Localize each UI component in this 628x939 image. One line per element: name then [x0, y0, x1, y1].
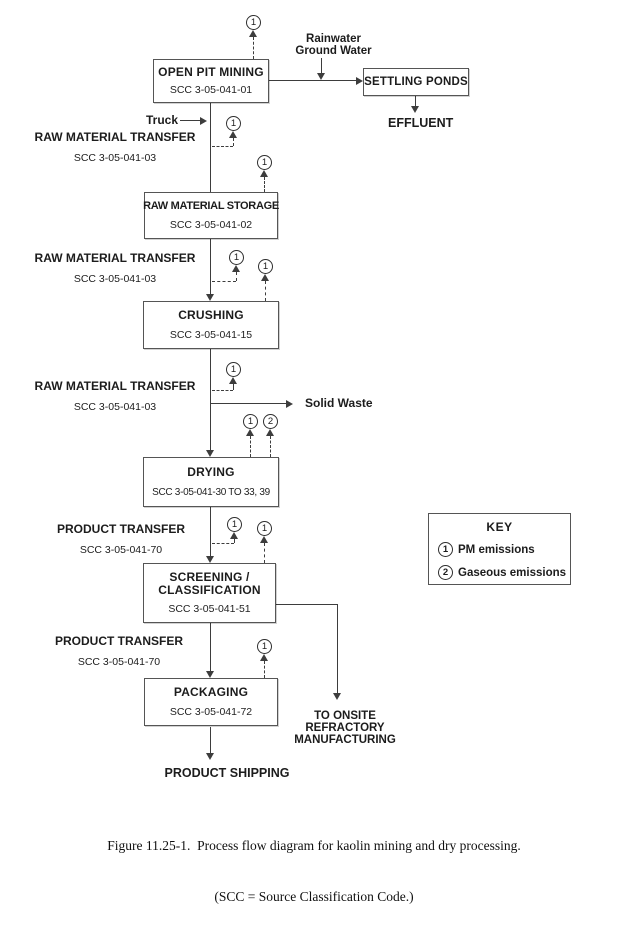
process-box-crushing [143, 301, 279, 349]
transfer-title: RAW MATERIAL TRANSFER [34, 251, 196, 265]
box-scc: SCC 3-05-041-30 TO 33, 39 [152, 487, 270, 498]
key-title: KEY [486, 520, 513, 534]
emission-circle-transfer3-pm: 1 [226, 362, 241, 377]
truck-label: Truck [146, 113, 179, 127]
arrowhead-into-crushing [206, 294, 214, 301]
dashed-line-emission-drying-gas [270, 436, 271, 457]
arrowhead-emission-storage [260, 170, 268, 177]
transfer-scc: SCC 3-05-041-70 [79, 544, 163, 556]
flow-line-crushing-to-drying [210, 349, 211, 450]
key-label-gaseous: Gaseous emissions [458, 566, 567, 579]
process-box-drying [143, 457, 279, 507]
process-box-settling-ponds [363, 68, 469, 96]
dashed-line-transfer1-h [212, 146, 233, 147]
transfer-title: RAW MATERIAL TRANSFER [34, 130, 196, 144]
process-box-open-pit-mining [153, 59, 269, 103]
process-box-screening-classification [143, 563, 276, 623]
figure-caption [0, 803, 628, 939]
emission-circle-transfer2-pm: 1 [229, 250, 244, 265]
box-scc: SCC 3-05-041-02 [169, 219, 253, 232]
process-box-packaging [144, 678, 278, 726]
to-onsite-line3: MANUFACTURING [294, 734, 396, 746]
dashed-line-transfer3-h [212, 390, 233, 391]
arrowhead-into-settling-ponds [356, 77, 363, 85]
arrowhead-emission-drying-pm [246, 429, 254, 436]
key-entry-gaseous [438, 565, 570, 580]
dashed-line-transfer2-h [212, 281, 236, 282]
emission-circle-ptransfer1-pm: 1 [227, 517, 242, 532]
arrowhead-emission-screening [260, 536, 268, 543]
arrowhead-into-packaging [206, 671, 214, 678]
key-circle-pm: 1 [438, 542, 453, 557]
dashed-line-emission-screening [264, 543, 265, 563]
box-title-line1: SCREENING / [169, 569, 250, 584]
box-title: RAW MATERIAL STORAGE [143, 199, 279, 212]
product-shipping-label: PRODUCT SHIPPING [164, 766, 290, 780]
box-scc: SCC 3-05-041-72 [169, 706, 253, 718]
dashed-line-transfer3-v [233, 384, 234, 390]
to-onsite-line1: TO ONSITE [314, 710, 376, 722]
box-title: DRYING [187, 465, 235, 479]
flow-line-drying-to-screening [210, 507, 211, 556]
dashed-line-transfer1-v [233, 138, 234, 146]
box-scc: SCC 3-05-041-15 [169, 329, 253, 341]
to-onsite-refractory-label [289, 710, 401, 746]
dashed-line-transfer2-v [236, 272, 237, 281]
key-entry-pm [438, 542, 570, 557]
box-title: OPEN PIT MINING [158, 64, 264, 79]
emission-circle-drying-pm: 1 [243, 414, 258, 429]
box-title-line2: CLASSIFICATION [158, 582, 261, 597]
flow-line-openpit-to-settling-ponds [269, 80, 356, 81]
emission-circle-storage-pm: 1 [257, 155, 272, 170]
transfer-title: RAW MATERIAL TRANSFER [34, 379, 196, 393]
to-onsite-line2: REFRACTORY [305, 722, 385, 734]
flow-line-storage-to-crushing [210, 239, 211, 294]
process-box-raw-material-storage [144, 192, 278, 239]
emission-circle-openpit-pm: 1 [246, 15, 261, 30]
key-circle-gaseous: 2 [438, 565, 453, 580]
flow-line-openpit-to-storage [210, 103, 211, 192]
transfer-title: PRODUCT TRANSFER [57, 522, 185, 536]
arrowhead-to-product-shipping [206, 753, 214, 760]
emission-circle-screening-pm: 1 [257, 521, 272, 536]
flow-line-screening-to-packaging [210, 623, 211, 671]
arrowhead-emission-openpit [249, 30, 257, 37]
figure-caption-line1: Figure 11.25-1. Process flow diagram for kaolin mining and dry processing. [107, 838, 521, 853]
rainwater-line2: Ground Water [295, 45, 372, 57]
arrowhead-emission-transfer1 [229, 131, 237, 138]
transfer-scc: SCC 3-05-041-03 [73, 152, 157, 164]
arrowhead-emission-transfer2 [232, 265, 240, 272]
arrowhead-emission-crushing [261, 274, 269, 281]
emission-circle-transfer1-pm: 1 [226, 116, 241, 131]
box-scc: SCC 3-05-041-01 [169, 84, 253, 97]
arrowhead-into-drying [206, 450, 214, 457]
emission-circle-drying-gas: 2 [263, 414, 278, 429]
transfer-scc: SCC 3-05-041-03 [73, 401, 157, 413]
dashed-line-ptransfer1-h [212, 543, 234, 544]
arrowhead-to-refractory [333, 693, 341, 700]
emission-circle-packaging-pm: 1 [257, 639, 272, 654]
rainwater-groundwater-label [286, 33, 381, 57]
dashed-line-emission-storage [264, 177, 265, 192]
arrowhead-emission-ptransfer1 [230, 532, 238, 539]
box-title: SETTLING PONDS [364, 75, 468, 88]
arrowhead-emission-packaging [260, 654, 268, 661]
emission-circle-crushing-pm: 1 [258, 259, 273, 274]
raw-material-transfer-label-1 [29, 131, 201, 164]
flow-line-solid-waste [211, 403, 286, 404]
solid-waste-label: Solid Waste [305, 396, 373, 410]
box-scc: SCC 3-05-041-51 [168, 603, 251, 616]
raw-material-transfer-label-2 [29, 252, 201, 285]
arrowhead-emission-transfer3 [229, 377, 237, 384]
dashed-line-emission-crushing [265, 281, 266, 301]
raw-material-transfer-label-3 [29, 380, 201, 413]
dashed-line-emission-packaging [264, 661, 265, 678]
flow-line-packaging-to-shipping [210, 727, 211, 753]
arrowhead-solid-waste [286, 400, 293, 408]
flow-line-settling-to-effluent [415, 96, 416, 106]
box-title: CRUSHING [178, 308, 244, 322]
arrowhead-truck [200, 117, 207, 125]
flow-line-rainwater [321, 58, 322, 73]
effluent-label: EFFLUENT [388, 116, 454, 130]
dashed-line-emission-openpit [253, 37, 254, 59]
flow-line-screening-branch-h [276, 604, 338, 605]
transfer-scc: SCC 3-05-041-03 [73, 273, 157, 285]
flow-line-truck [180, 120, 200, 121]
box-title: PACKAGING [173, 685, 249, 699]
product-transfer-label-1 [54, 523, 188, 556]
box-title [158, 571, 261, 597]
arrowhead-to-effluent [411, 106, 419, 113]
key-label-pm: PM emissions [458, 543, 535, 556]
flow-line-screening-branch-v [337, 604, 338, 693]
transfer-title: PRODUCT TRANSFER [55, 634, 183, 648]
transfer-scc: SCC 3-05-041-70 [77, 656, 161, 668]
dashed-line-emission-drying-pm [250, 436, 251, 457]
dashed-line-ptransfer1-v [234, 539, 235, 543]
arrowhead-into-screening [206, 556, 214, 563]
arrowhead-emission-drying-gas [266, 429, 274, 436]
product-transfer-label-2 [52, 635, 186, 668]
rainwater-line1: Rainwater [306, 33, 361, 45]
key-legend [428, 513, 571, 585]
arrowhead-rainwater [317, 73, 325, 80]
figure-caption-line2: (SCC = Source Classification Code.) [214, 889, 414, 904]
